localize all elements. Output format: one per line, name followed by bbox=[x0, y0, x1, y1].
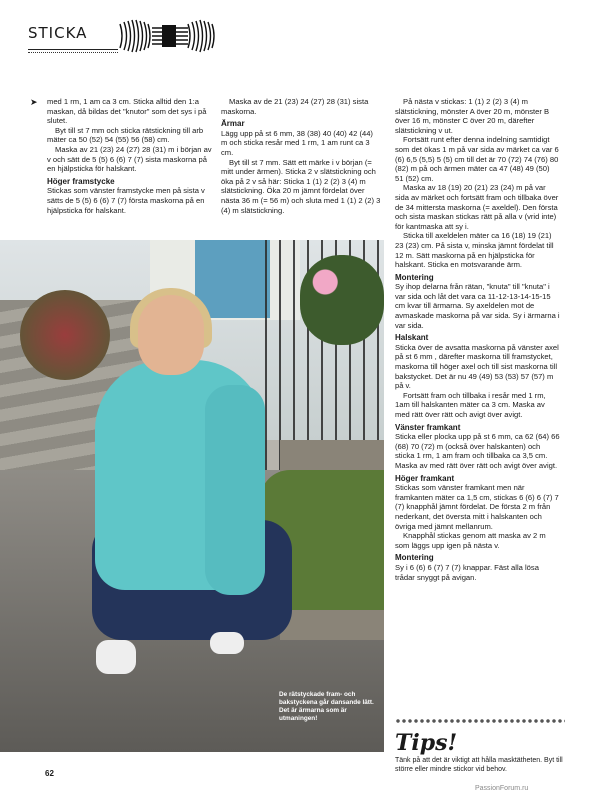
page-number: 62 bbox=[45, 769, 54, 778]
photo-face bbox=[138, 295, 204, 375]
paragraph: Sticka över de avsatta maskorna på vänster axel på st 6 mm , därefter maskorna till framstycket, maskorna till höger axel och till sist maskorna till bakstycket. Det är nu 49 (49) 53 (53) 57 (57) m på v. bbox=[395, 342, 559, 391]
paragraph: Maska av 21 (23) 24 (27) 28 (31) m i början av v och sätt de 5 (5) 6 (6) 7 (7) sista maskorna på en hjälpsticka för halskant. bbox=[47, 144, 212, 174]
paragraph: Sy i 6 (6) 6 (7) 7 (7) knappar. Fäst alla lösa trådar snyggt på avigan. bbox=[395, 562, 539, 582]
paragraph: Knapphål stickas genom att maska av 2 m som läggs upp igen på nästa v. bbox=[395, 531, 546, 550]
tips-title: Tips! bbox=[395, 730, 458, 756]
tips-divider bbox=[395, 718, 565, 724]
photo-cardigan-sleeve bbox=[205, 385, 265, 595]
paragraph: Maska av 18 (19) 20 (21) 23 (24) m på var sida av märket och fortsätt fram och tillbaka över de 34 mittersta maskorna (= axeldel). Den första och sista maskan stickas rätt på alla v (vrid inte) för kantmaska att sy i. bbox=[395, 183, 559, 231]
heading-assembly: Montering bbox=[395, 272, 434, 282]
tips-text: Tänk på att det är viktigt att hålla masktätheten. Byt till större eller mindre stickor vid behov. bbox=[395, 757, 563, 773]
paragraph: På nästa v stickas: 1 (1) 2 (2) 3 (4) m slätstickning, mönster A över 20 m, mönster B över 16 m, mönster C över 20 m, därefter slätstickning v ut. bbox=[395, 97, 550, 135]
paragraph: Stickas som vänster framkant men när framkanten mäter ca 1,5 cm, stickas 6 (6) 6 (7) 7 (7) knapphål jämnt fördelat. De första 2 m från nederkant, det översta mitt i halskanten och övriga med jämnt mellanrum. bbox=[395, 483, 559, 531]
photo-blue-door bbox=[195, 240, 270, 318]
column-3 bbox=[395, 97, 560, 582]
paragraph: Byt till st 7 mm. Sätt ett märke i v början (= mitt under ärmen). Sticka 2 v slätstickning och öka på 2 v så här: Sticka 1 (1) 2 (2) 3 (4) m slätstickning. Öka 20 m jämnt fördelat över nästa 36 m (= 56 m) och sluta med 1 (1) 2 (2) 3 (4) m slätstickning. bbox=[221, 157, 381, 215]
heading-right-front-band: Höger framkant bbox=[395, 473, 455, 483]
section-label: STICKA bbox=[28, 24, 88, 42]
paragraph: Sticka eller plocka upp på st 6 mm, ca 62 (64) 66 (68) 70 (72) m (också över halskanten) och sticka 1 rm, 1 am fram och tillbaka ca 3,5 cm. Maska av med rätt över rätt och avigt över avigt. bbox=[395, 432, 560, 470]
watermark: PassionForum.ru bbox=[475, 785, 529, 792]
column-2 bbox=[221, 97, 381, 215]
column-1 bbox=[47, 97, 217, 215]
heading-sleeves: Ärmar bbox=[221, 119, 245, 129]
paragraph: Lägg upp på st 6 mm, 38 (38) 40 (40) 42 (44) m och sticka resår med 1 rm, 1 am runt ca 3 cm. bbox=[221, 128, 373, 157]
header-dotted-rule bbox=[28, 52, 118, 53]
paragraph: Byt till st 7 mm och sticka rätstickning till arb mäter ca 50 (52) 54 (55) 56 (58) cm. bbox=[47, 125, 204, 145]
heading-left-front-band: Vänster framkant bbox=[395, 422, 461, 432]
model-photo bbox=[0, 240, 384, 752]
photo-pink-flowers bbox=[300, 255, 384, 345]
paragraph: Stickas som vänster framstycke men på sista v sätts de 5 (5) 6 (6) 7 (7) första maskorna på en hjälpsticka för halskant. bbox=[47, 186, 205, 215]
photo-potted-plant bbox=[20, 290, 110, 380]
paragraph: Sy ihop delarna från rätan, "knuta" till "knuta" i var sida och låt det vara ca 11-12-13-14-15-15 cm kvar till ärmarna. Sy axeldelen mot de avmaskade maskorna på var sida. Sy i ärmarna i var sida. bbox=[395, 282, 560, 330]
photo-sneaker bbox=[96, 640, 136, 674]
continuation-arrow-icon: ➤ bbox=[30, 97, 38, 107]
yarn-skein-icon bbox=[118, 16, 218, 56]
heading-assembly-final: Montering bbox=[395, 553, 434, 563]
section-header bbox=[28, 16, 588, 56]
paragraph: Maska av de 21 (23) 24 (27) 28 (31) sista maskorna. bbox=[221, 97, 369, 116]
paragraph: Fortsätt fram och tillbaka i resår med 1 rm, 1am till halskanten mäter ca 3 cm. Maska av med rätt över rätt och avigt över avigt. bbox=[395, 390, 546, 419]
paragraph: Fortsätt runt efter denna indelning samtidigt som det ökas 1 m på var sida av märket ca var 6 (6) 6,5 (5,5) 5 (5) cm till det är 70 (72) 74 (76) 80 (82) m på och ärmen mäter ca 47 (48) 49 (50) 51 (52) cm. bbox=[395, 135, 559, 183]
photo-sneaker bbox=[210, 632, 244, 654]
photo-caption: De rätstyckade fram- och bakstyckena går dansande lätt. Det är ärmarna som är utmaningen! bbox=[279, 691, 374, 722]
paragraph: Sticka till axeldelen mäter ca 16 (18) 19 (21) 23 (23) cm. På sista v, minska jämnt fördelat till 12 m. Sätt maskorna på en hjälpsticka för halskant. Sticka en motsvarande ärm. bbox=[395, 231, 554, 270]
header-rule bbox=[28, 49, 118, 50]
heading-right-front: Höger framstycke bbox=[47, 176, 115, 186]
paragraph: med 1 rm, 1 am ca 3 cm. Sticka alltid den 1:a maskan, då bildas det "knutor" som det sys i på slutet. bbox=[47, 97, 207, 126]
heading-neckband: Halskant bbox=[395, 333, 429, 343]
